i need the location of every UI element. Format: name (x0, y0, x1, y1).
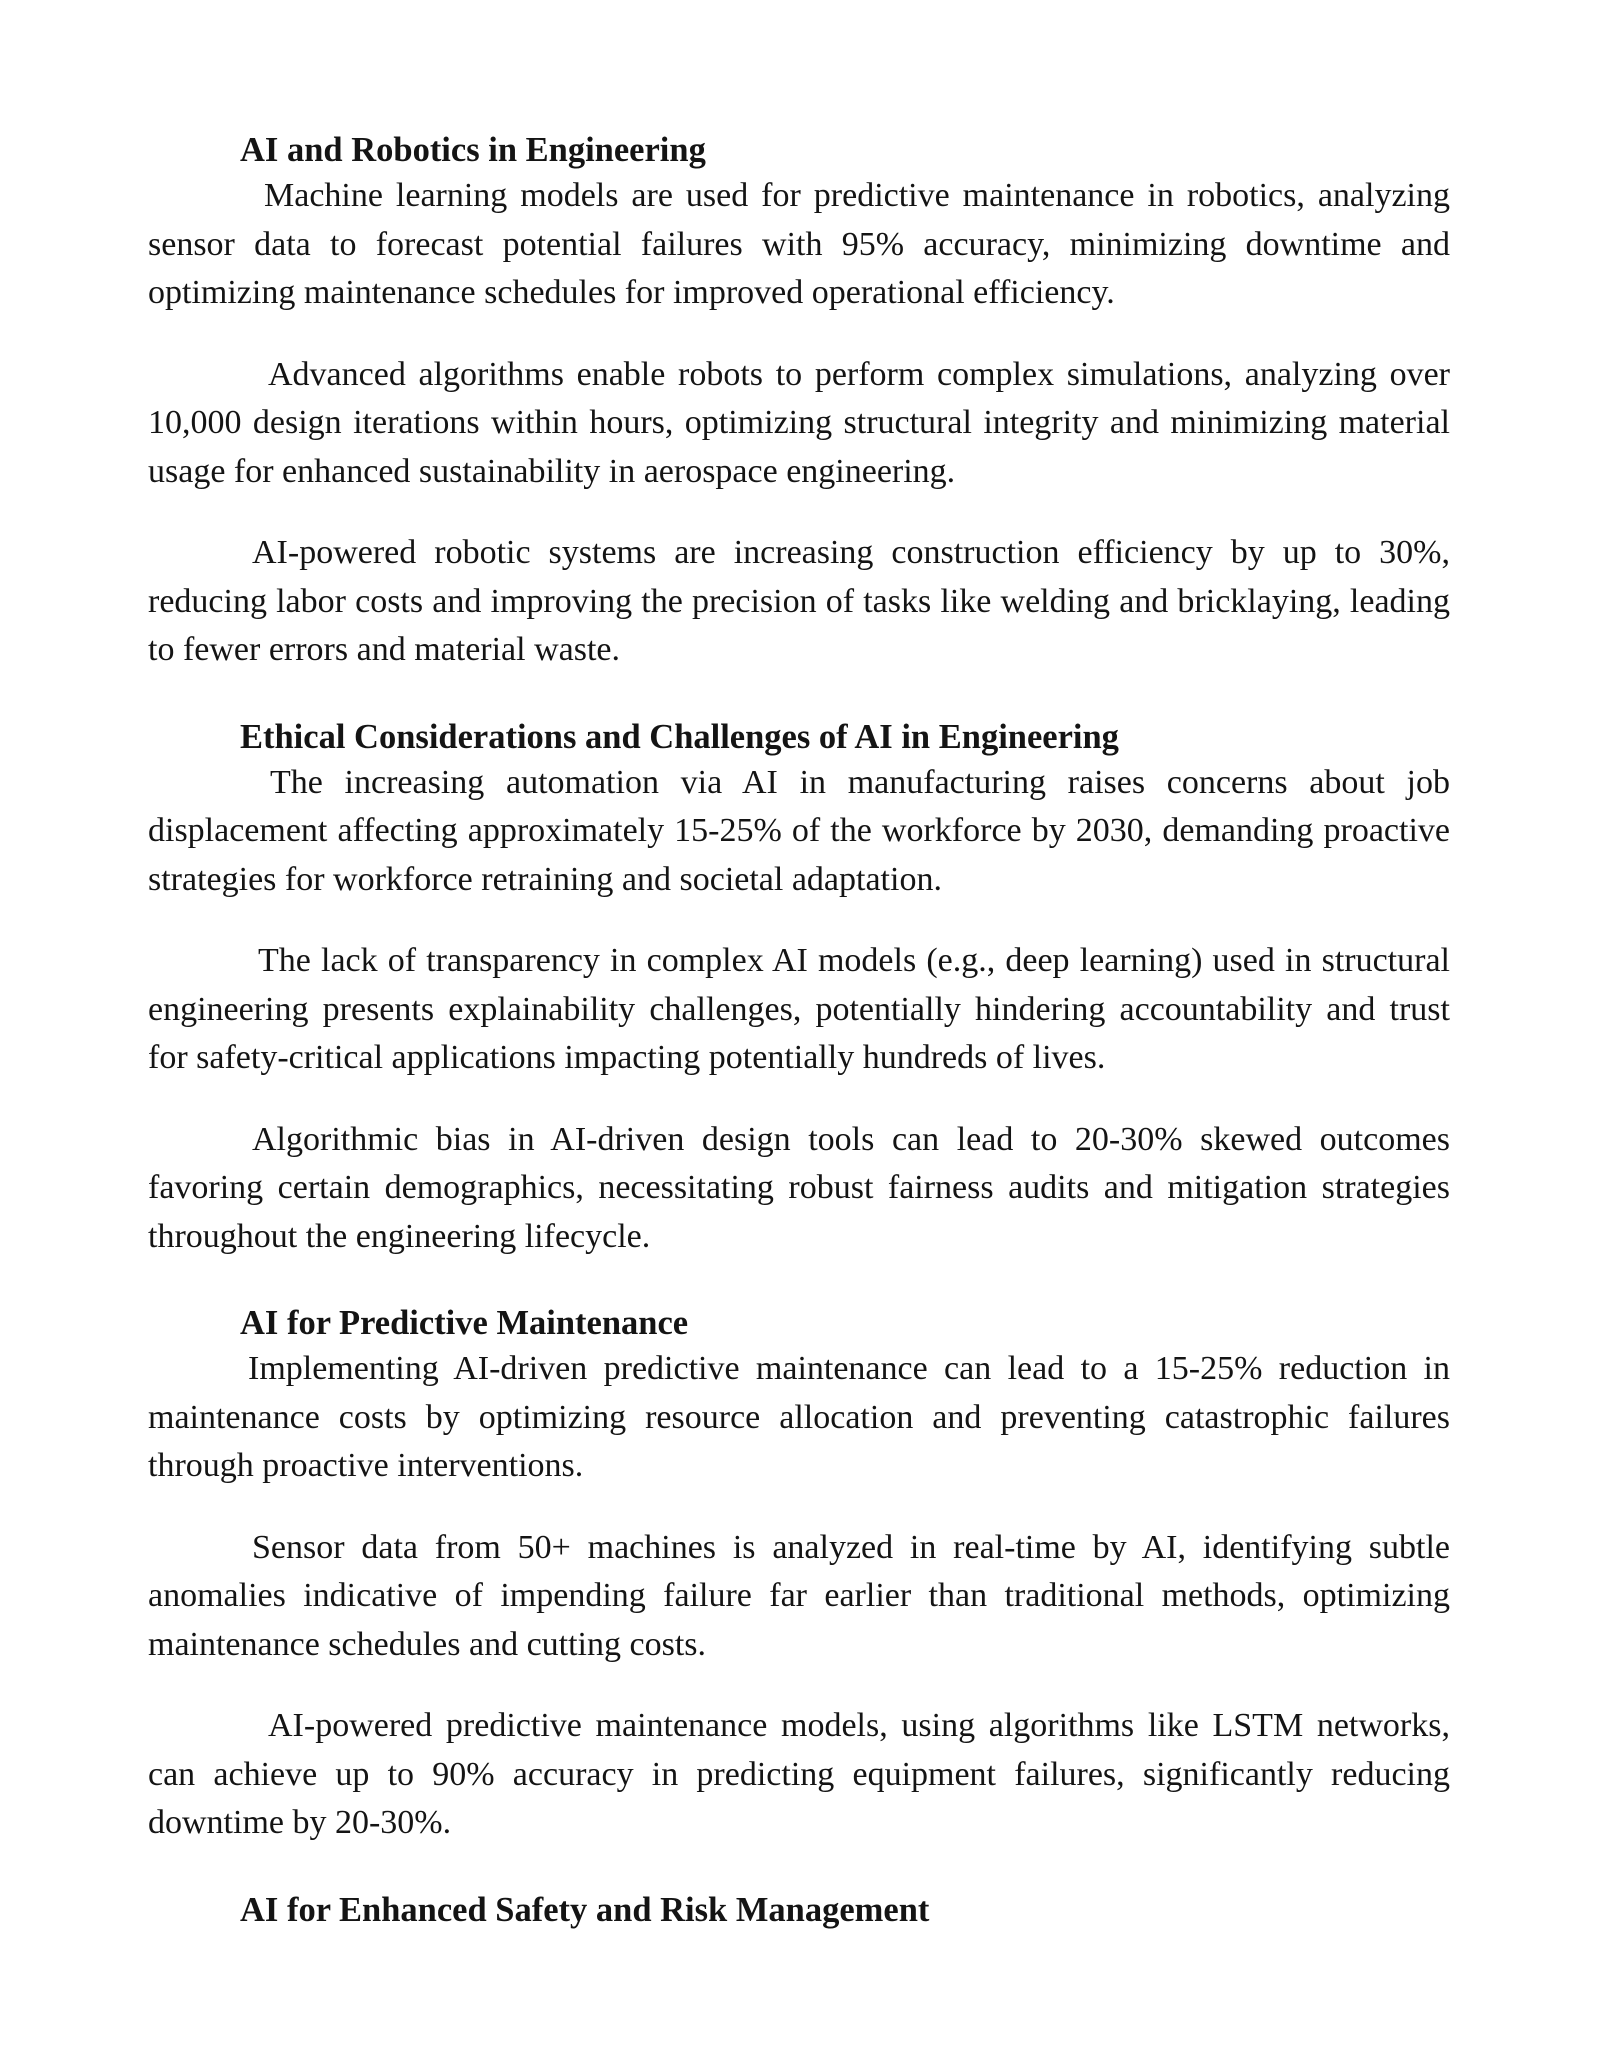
paragraph: The lack of transparency in complex AI models (e.g., deep learning) used in structural engineering presents explainability challenges, potentially hindering accountability and trust for safety-critical applications impacting potentially hundreds of lives. (148, 942, 1450, 1076)
paragraph: Implementing AI-driven predictive maintenance can lead to a 15-25% reduction in maintenance costs by optimizing resource allocation and preventing catastrophic failures through proactive interventions. (148, 1350, 1450, 1484)
section-heading-ai-robotics: AI and Robotics in Engineering (240, 131, 706, 169)
document-page (148, 128, 1450, 1932)
paragraph: Advanced algorithms enable robots to perform complex simulations, analyzing over 10,000 design iterations within hours, optimizing structural integrity and minimizing material usage for enhanced sustainability in aerospace engineering. (148, 355, 1450, 490)
paragraph: AI-powered robotic systems are increasing construction efficiency by up to 30%, reducing labor costs and improving the precision of tasks like welding and bricklaying, leading to fewer errors and material waste. (148, 534, 1450, 668)
section-heading-ethical-considerations: Ethical Considerations and Challenges of AI in Engineering (240, 717, 1119, 756)
paragraph: AI-powered predictive maintenance models, using algorithms like LSTM networks, can achieve up to 90% accuracy in predicting equipment failures, significantly reducing downtime by 20-30%. (148, 1707, 1450, 1841)
paragraph: Algorithmic bias in AI-driven design tools can lead to 20-30% skewed outcomes favoring certain demographics, necessitating robust fairness audits and mitigation strategies throughout the engineering lifecycle. (148, 1120, 1450, 1255)
paragraph: Sensor data from 50+ machines is analyzed in real-time by AI, identifying subtle anomalies indicative of impending failure far earlier than traditional methods, optimizing maintenance schedules and cutting costs. (148, 1528, 1450, 1663)
section-heading-safety-risk: AI for Enhanced Safety and Risk Management (240, 1890, 930, 1929)
paragraph: Machine learning models are used for predictive maintenance in robotics, analyzing sensor data to forecast potential failures with 95% accuracy, minimizing downtime and optimizing maintenance schedules for improved operational efficiency. (148, 177, 1450, 311)
section-heading-predictive-maintenance: AI for Predictive Maintenance (240, 1304, 689, 1342)
paragraph: The increasing automation via AI in manufacturing raises concerns about job displacement affecting approximately 15-25% of the workforce by 2030, demanding proactive strategies for workforce retraining and societal adaptation. (148, 763, 1450, 898)
